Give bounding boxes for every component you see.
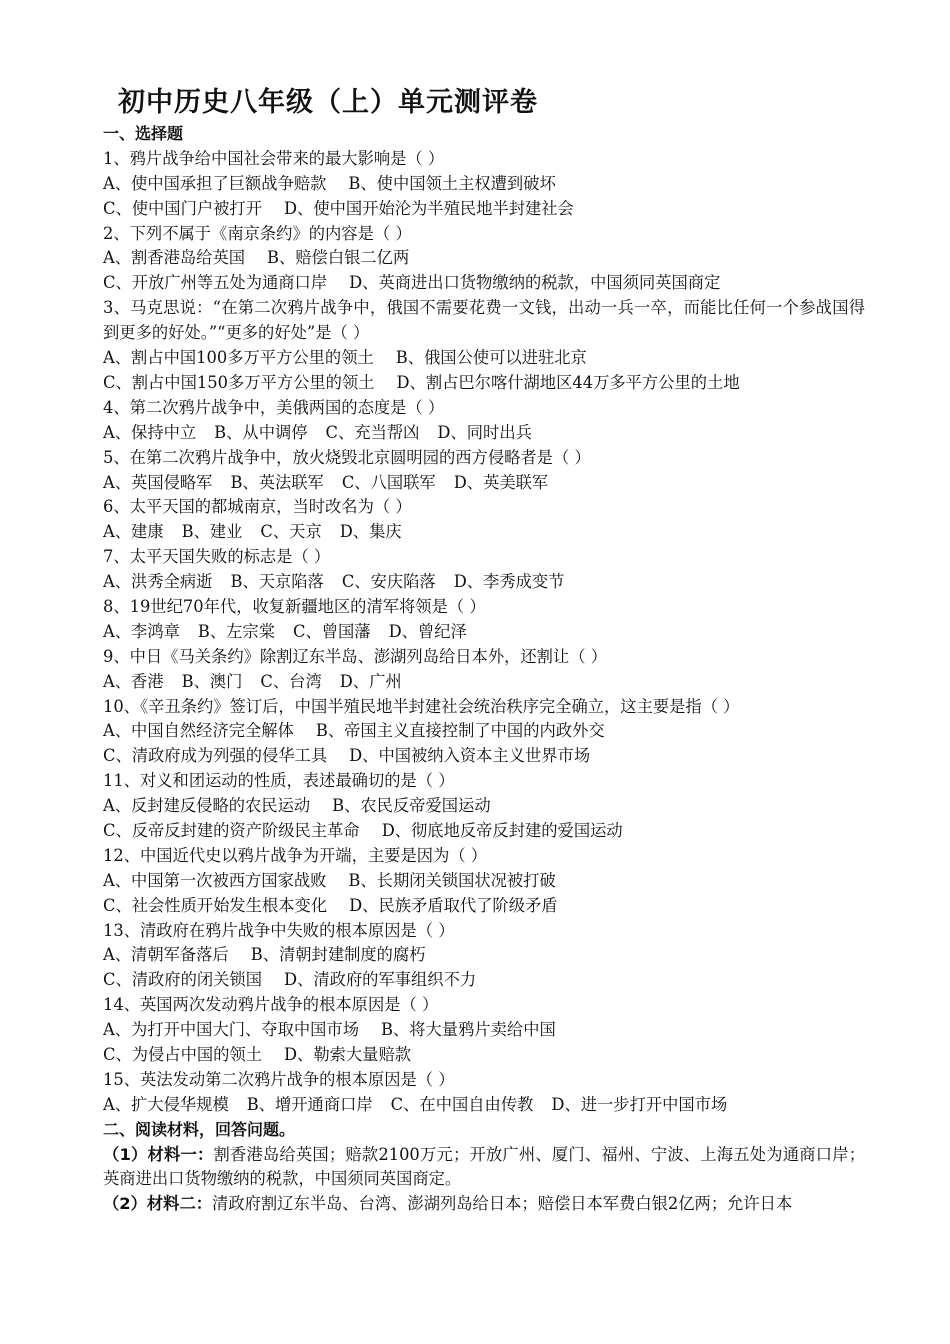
exam-body (103, 122, 865, 1217)
option-row (103, 371, 865, 396)
option-row (103, 271, 865, 296)
option-row (103, 172, 865, 197)
question-stem: 15、英法发动第二次鸦片战争的根本原因是（ ） (103, 1069, 455, 1089)
section-heading-choice: 一、选择题 (103, 124, 184, 143)
option-row (103, 1043, 865, 1068)
option-row (103, 719, 865, 744)
answer-option[interactable]: C、为侵占中国的领土 (103, 1044, 262, 1064)
option-row (103, 246, 865, 271)
option-row (103, 197, 865, 222)
question-stem: 14、英国两次发动鸦片战争的根本原因是（ ） (103, 995, 439, 1015)
answer-option[interactable]: C、社会性质开始发生根本变化 (103, 895, 328, 915)
answer-option[interactable]: C、曾国藩 (292, 621, 371, 641)
answer-option[interactable]: A、英国侵略军 (103, 472, 213, 492)
question-item (103, 147, 865, 222)
answer-option[interactable]: D、使中国开始沦为半殖民地半封建社会 (284, 198, 574, 218)
answer-option[interactable]: C、充当帮凶 (325, 422, 420, 442)
material-text: 清政府割辽东半岛、台湾、澎湖列岛给日本；赔偿日本军费白银2亿两；允许日本 (212, 1194, 793, 1214)
answer-option[interactable]: A、中国自然经济完全解体 (103, 721, 294, 741)
answer-option[interactable]: B、将大量鸦片卖给中国 (380, 1020, 556, 1040)
question-stem: 11、对义和团运动的性质，表述最确切的是（ ） (103, 771, 455, 791)
answer-option[interactable]: B、农民反帝爱国运动 (332, 796, 491, 816)
answer-option[interactable]: A、洪秀全病逝 (103, 572, 213, 592)
answer-option[interactable]: A、清朝军备落后 (103, 945, 229, 965)
material-label: （2）材料二： (103, 1194, 213, 1214)
option-row (103, 1018, 865, 1043)
answer-option[interactable]: B、增开通商口岸 (246, 1094, 373, 1114)
option-row (103, 520, 865, 545)
answer-option[interactable]: D、进一步打开中国市场 (551, 1094, 728, 1114)
answer-option[interactable]: B、清朝封建制度的腐朽 (250, 945, 426, 965)
answer-option[interactable]: D、勒索大量赔款 (284, 1044, 412, 1064)
answer-option[interactable]: A、建康 (103, 522, 164, 542)
question-stem: 1、鸦片战争给中国社会带来的最大影响是（ ） (103, 148, 445, 168)
answer-option[interactable]: D、英商进出口货物缴纳的税款，中国须同英国商定 (349, 273, 721, 293)
answer-option[interactable]: D、中国被纳入资本主义世界市场 (349, 746, 591, 766)
answer-option[interactable]: D、广州 (339, 671, 402, 691)
answer-option[interactable]: D、曾纪泽 (388, 621, 467, 641)
option-row (103, 471, 865, 496)
question-stem: 8、19世纪70年代，收复新疆地区的清军将领是（ ） (103, 596, 486, 616)
question-item (103, 919, 865, 994)
question-stem: 4、第二次鸦片战争中，美俄两国的态度是（ ） (103, 397, 445, 417)
material-list (103, 1143, 865, 1218)
answer-option[interactable]: B、长期闭关锁国状况被打破 (348, 870, 556, 890)
option-row (103, 819, 865, 844)
page-title: 初中历史八年级（上）单元测评卷 (118, 87, 538, 118)
question-item (103, 1068, 865, 1118)
answer-option[interactable]: A、为打开中国大门、夺取中国市场 (103, 1020, 359, 1040)
answer-option[interactable]: B、天京陷落 (230, 572, 324, 592)
question-item (103, 769, 865, 844)
question-item (103, 645, 865, 695)
answer-option[interactable]: A、反封建反侵略的农民运动 (103, 796, 311, 816)
option-row (103, 894, 865, 919)
question-item (103, 545, 865, 595)
answer-option[interactable]: D、英美联军 (453, 472, 549, 492)
answer-option[interactable]: B、英法联军 (230, 472, 324, 492)
option-row (103, 1093, 865, 1118)
question-stem: 10、《辛丑条约》签订后，中国半殖民地半封建社会统治秩序完全确立，这主要是指（ ） (103, 696, 740, 716)
question-item (103, 446, 865, 496)
question-item (103, 296, 865, 396)
option-row (103, 943, 865, 968)
material-text: 割香港岛给英国；赔款2100万元；开放广州、厦门、福州、宁波、上海五处为通商口岸；英商进出口货物缴纳的税款，中国须同英国商定。 (103, 1144, 865, 1189)
option-row (103, 620, 865, 645)
option-row (103, 421, 865, 446)
question-stem: 13、清政府在鸦片战争中失败的根本原因是（ ） (103, 920, 455, 940)
answer-option[interactable]: B、从中调停 (214, 422, 308, 442)
answer-option[interactable]: B、帝国主义直接控制了中国的内政外交 (315, 721, 605, 741)
answer-option[interactable]: B、俄国公使可以进驻北京 (395, 348, 587, 368)
answer-option[interactable]: A、中国第一次被西方国家战败 (103, 870, 327, 890)
answer-option[interactable]: D、李秀成变节 (453, 572, 565, 592)
answer-option[interactable]: B、左宗棠 (197, 621, 275, 641)
option-row (103, 570, 865, 595)
answer-option[interactable]: D、彻底地反帝反封建的爱国运动 (381, 820, 623, 840)
question-stem: 6、太平天国的都城南京，当时改名为（ ） (103, 497, 412, 517)
question-list (103, 147, 865, 1118)
section-heading-reading: 二、阅读材料，回答问题。 (103, 1119, 296, 1139)
answer-option[interactable]: B、建业 (181, 522, 243, 542)
question-stem: 7、太平天国失败的标志是（ ） (103, 547, 331, 567)
question-item (103, 595, 865, 645)
answer-option[interactable]: C、台湾 (260, 671, 322, 691)
answer-option[interactable]: C、天京 (260, 522, 322, 542)
answer-option[interactable]: B、使中国领土主权遭到破坏 (348, 173, 556, 193)
answer-option[interactable]: D、清政府的军事组织不力 (284, 970, 477, 990)
answer-option[interactable]: B、赔偿白银二亿两 (267, 248, 410, 268)
option-row (103, 869, 865, 894)
material-paragraph (103, 1143, 865, 1193)
question-stem: 9、中日《马关条约》除割辽东半岛、澎湖列岛给日本外，还割让（ ） (103, 646, 607, 666)
answer-option[interactable]: A、扩大侵华规模 (103, 1094, 229, 1114)
question-stem: 3、马克思说：“在第二次鸦片战争中，俄国不需要花费一文钱，出动一兵一卒，而能比任何一个参战国得到更多的好处。”“更多的好处”是（ ） (103, 298, 865, 343)
answer-option[interactable]: C、开放广州等五处为通商口岸 (103, 273, 328, 293)
answer-option[interactable]: C、清政府的闭关锁国 (103, 970, 262, 990)
answer-option[interactable]: A、割占中国100多万平方公里的领土 (103, 348, 374, 368)
answer-option[interactable]: D、割占巴尔喀什湖地区44万多平方公里的土地 (396, 372, 740, 392)
answer-option[interactable]: C、八国联军 (341, 472, 436, 492)
answer-option[interactable]: D、民族矛盾取代了阶级矛盾 (349, 895, 558, 915)
answer-option[interactable]: C、割占中国150多万平方公里的领土 (103, 372, 375, 392)
question-item (103, 993, 865, 1068)
answer-option[interactable]: C、使中国门户被打开 (103, 198, 262, 218)
question-item (103, 222, 865, 297)
question-item (103, 495, 865, 545)
answer-option[interactable]: C、安庆陷落 (341, 572, 436, 592)
answer-option[interactable]: A、使中国承担了巨额战争赔款 (103, 173, 327, 193)
answer-option[interactable]: D、集庆 (339, 522, 402, 542)
option-row (103, 968, 865, 993)
answer-option[interactable]: C、在中国自由传教 (390, 1094, 534, 1114)
question-item (103, 396, 865, 446)
question-stem: 12、中国近代史以鸦片战争为开端，主要是因为（ ） (103, 845, 488, 865)
answer-option[interactable]: C、清政府成为列强的侵华工具 (103, 746, 328, 766)
question-item (103, 695, 865, 770)
answer-option[interactable]: A、香港 (103, 671, 164, 691)
option-row (103, 670, 865, 695)
material-paragraph (103, 1192, 865, 1217)
question-stem: 5、在第二次鸦片战争中，放火烧毁北京圆明园的西方侵略者是（ ） (103, 447, 591, 467)
answer-option[interactable]: A、李鸿章 (103, 621, 180, 641)
material-label: （1）材料一： (103, 1144, 214, 1164)
question-stem: 2、下列不属于《南京条约》的内容是（ ） (103, 223, 412, 243)
option-row (103, 744, 865, 769)
answer-option[interactable]: A、保持中立 (103, 422, 197, 442)
option-row (103, 346, 865, 371)
answer-option[interactable]: B、澳门 (181, 671, 243, 691)
answer-option[interactable]: A、割香港岛给英国 (103, 248, 246, 268)
answer-option[interactable]: D、同时出兵 (437, 422, 532, 442)
answer-option[interactable]: C、反帝反封建的资产阶级民主革命 (103, 820, 360, 840)
question-item (103, 844, 865, 919)
option-row (103, 794, 865, 819)
